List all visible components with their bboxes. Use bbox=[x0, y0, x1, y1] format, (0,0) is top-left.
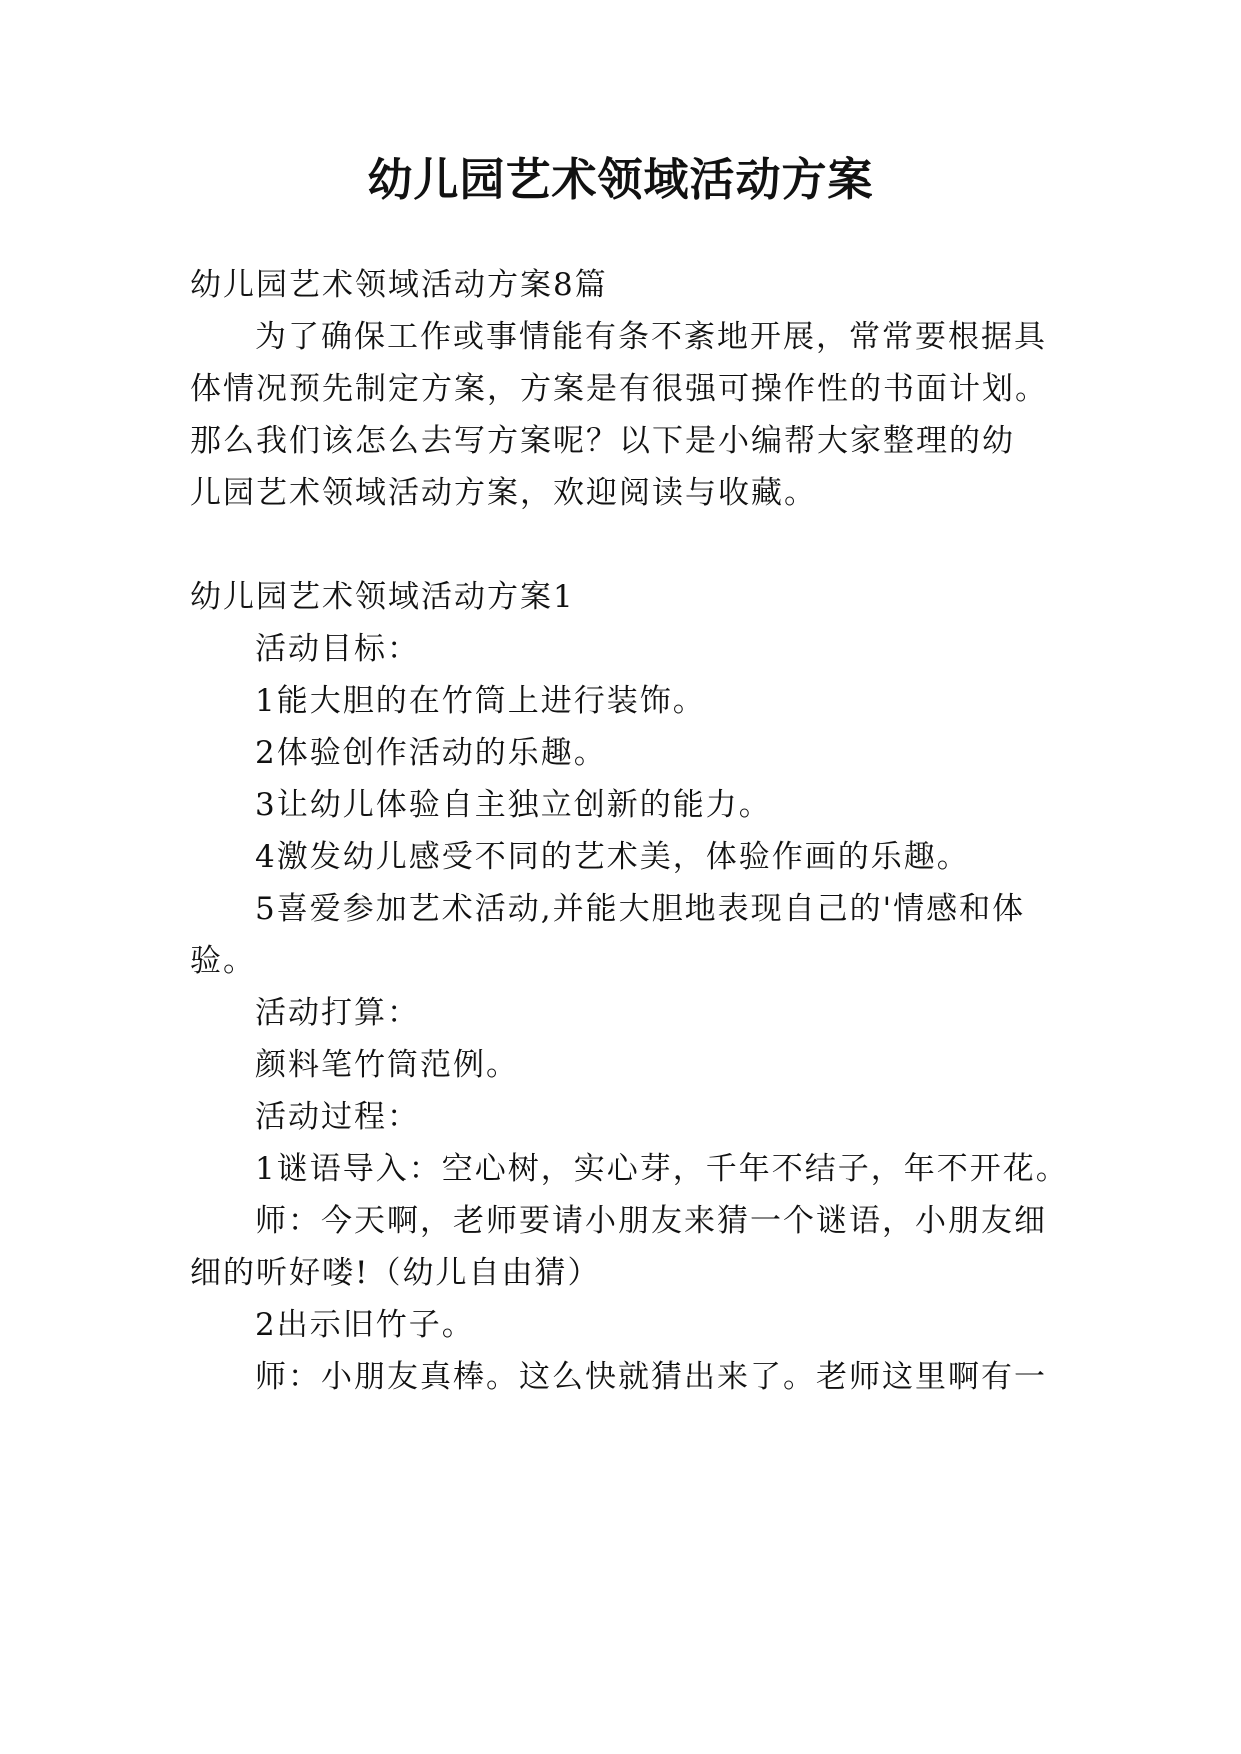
body-line: 活动过程： bbox=[255, 1099, 420, 1135]
body-line: 师：小朋友真棒。这么快就猜出来了。老师这里啊有一 bbox=[255, 1359, 1047, 1395]
body-line: 3让幼儿体验自主独立创新的能力。 bbox=[255, 787, 772, 823]
body-line: 细的听好喽!（幼儿自由猜） bbox=[190, 1255, 601, 1291]
document-title: 幼儿园艺术领域活动方案 bbox=[367, 153, 874, 206]
body-line: 颜料笔竹筒范例。 bbox=[255, 1047, 519, 1083]
body-line: 活动目标： bbox=[255, 631, 420, 667]
body-line: 2出示旧竹子。 bbox=[255, 1307, 475, 1343]
body-line: 1谜语导入：空心树，实心芽，千年不结子，年不开花。 bbox=[255, 1151, 1069, 1187]
section-heading: 幼儿园艺术领域活动方案1 bbox=[190, 579, 575, 615]
body-line: 4激发幼儿感受不同的艺术美，体验作画的乐趣。 bbox=[255, 839, 970, 875]
document-subtitle: 幼儿园艺术领域活动方案8篇 bbox=[190, 267, 608, 303]
intro-line: 那么我们该怎么去写方案呢？以下是小编帮大家整理的幼 bbox=[190, 423, 1015, 459]
body-line: 5喜爱参加艺术活动,并能大胆地表现自己的'情感和体 bbox=[255, 891, 1026, 927]
intro-line: 体情况预先制定方案，方案是有很强可操作性的书面计划。 bbox=[190, 371, 1048, 407]
intro-line: 为了确保工作或事情能有条不紊地开展，常常要根据具 bbox=[255, 319, 1047, 355]
body-line: 1能大胆的在竹筒上进行装饰。 bbox=[255, 683, 706, 719]
body-line: 2体验创作活动的乐趣。 bbox=[255, 735, 607, 771]
body-line: 活动打算： bbox=[255, 995, 420, 1031]
body-line: 师：今天啊，老师要请小朋友来猜一个谜语，小朋友细 bbox=[255, 1203, 1047, 1239]
intro-line: 儿园艺术领域活动方案，欢迎阅读与收藏。 bbox=[190, 475, 817, 511]
body-line: 验。 bbox=[190, 943, 256, 979]
